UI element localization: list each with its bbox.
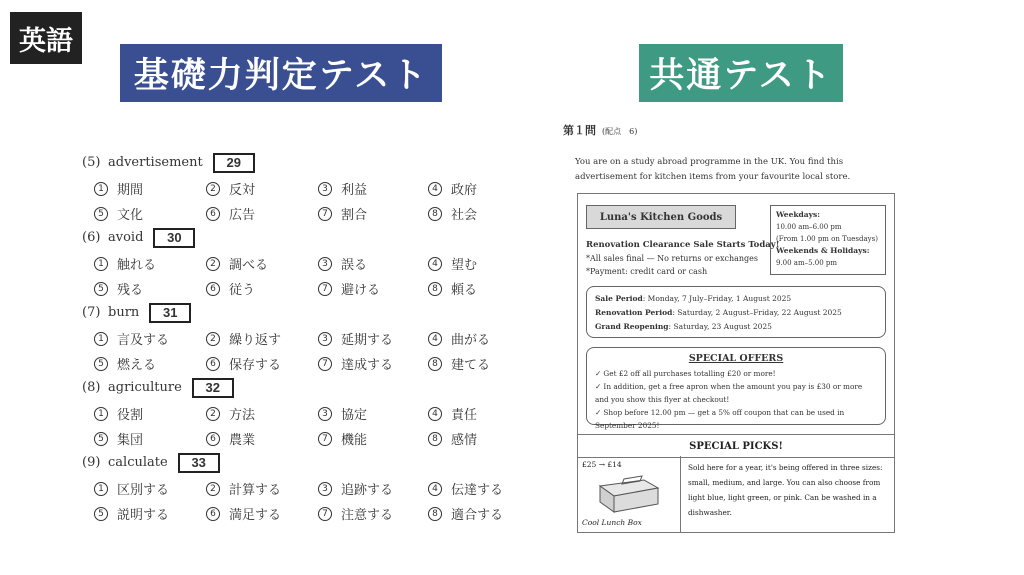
option-text: 従う <box>229 283 256 298</box>
option-text: 燃える <box>117 358 157 373</box>
intro-text: You are on a study abroad programme in the UK. You find this advertisement for kitchen items from your favourite local store. <box>575 157 851 182</box>
subject-label: 英語 <box>10 12 82 64</box>
option-text: 追跡する <box>341 483 394 498</box>
option-text: 望む <box>451 258 478 273</box>
option-choice[interactable] <box>318 404 367 423</box>
renovation-sale-info <box>586 238 779 278</box>
grand-reopening-date: : Saturday, 23 August 2025 <box>668 322 772 331</box>
option-choice[interactable] <box>428 254 477 273</box>
product-description: Sold here for a year, it's being offered in three sizes: small, medium, and large. You can also choose from light blue, light green, or pink. Can be washed in a dishwasher. <box>688 463 883 517</box>
option-choice[interactable] <box>318 479 393 498</box>
product-price: £25 → £14 <box>582 460 622 469</box>
option-text: 触れる <box>117 258 157 273</box>
option-choice[interactable] <box>318 504 393 523</box>
sale-period-dates: : Monday, 7 July–Friday, 1 August 2025 <box>642 294 792 303</box>
option-choice[interactable] <box>206 279 255 298</box>
options-row <box>82 200 532 225</box>
renovation-period-label: Renovation Period <box>595 308 673 317</box>
option-text: 注意する <box>341 508 394 523</box>
option-choice[interactable] <box>318 204 367 223</box>
question-number: (8) <box>82 380 101 395</box>
option-choice[interactable] <box>428 404 477 423</box>
question-row <box>82 225 532 250</box>
offer-item: ✓ Get £2 off all purchases totalling £20 or more! <box>595 369 776 378</box>
offer-item: ✓ In addition, get a free apron when the amount you pay is £30 or more and you show this flyer at checkout! <box>595 382 863 404</box>
option-number: 1 <box>94 407 108 421</box>
options-row <box>82 175 532 200</box>
option-number: 4 <box>428 407 442 421</box>
option-choice[interactable] <box>428 479 503 498</box>
option-choice[interactable] <box>318 354 393 373</box>
option-choice[interactable] <box>318 254 367 273</box>
option-number: 1 <box>94 182 108 196</box>
option-number: 8 <box>428 432 442 446</box>
option-text: 割合 <box>341 208 368 223</box>
weekend-label: Weekends & Holidays: <box>776 246 870 255</box>
option-number: 2 <box>206 257 220 271</box>
answer-box[interactable]: 32 <box>192 378 234 398</box>
option-text: 頼る <box>451 283 478 298</box>
option-choice[interactable] <box>94 329 169 348</box>
option-text: 延期する <box>341 333 394 348</box>
option-number: 5 <box>94 282 108 296</box>
option-text: 言及する <box>117 333 170 348</box>
grand-reopening-label: Grand Reopening <box>595 322 669 331</box>
option-choice[interactable] <box>206 254 268 273</box>
weekend-hours: 9.00 am–5.00 pm <box>776 259 838 267</box>
option-text: 調べる <box>229 258 269 273</box>
option-number: 3 <box>318 482 332 496</box>
option-number: 1 <box>94 257 108 271</box>
question-row <box>82 150 532 175</box>
option-text: 説明する <box>117 508 170 523</box>
option-number: 6 <box>206 282 220 296</box>
option-text: 期間 <box>117 183 144 198</box>
option-choice[interactable] <box>94 404 143 423</box>
option-choice[interactable] <box>428 279 477 298</box>
option-choice[interactable] <box>94 254 156 273</box>
question-number: (9) <box>82 455 101 470</box>
option-choice[interactable] <box>428 179 477 198</box>
option-number: 3 <box>318 332 332 346</box>
renovation-period-dates: : Saturday, 2 August–Friday, 22 August 2025 <box>672 308 842 317</box>
option-number: 3 <box>318 182 332 196</box>
option-choice[interactable] <box>428 429 477 448</box>
option-text: 政府 <box>451 183 478 198</box>
option-number: 1 <box>94 482 108 496</box>
option-number: 7 <box>318 357 332 371</box>
option-number: 2 <box>206 482 220 496</box>
option-choice[interactable] <box>206 179 255 198</box>
option-text: 保存する <box>229 358 282 373</box>
option-choice[interactable] <box>428 504 503 523</box>
tuesday-note: (From 1.00 pm on Tuesdays) <box>776 235 878 243</box>
question-word: burn <box>108 305 140 320</box>
renovation-title: Renovation Clearance Sale Starts Today! <box>586 240 780 250</box>
options-row <box>82 500 532 525</box>
option-text: 残る <box>117 283 144 298</box>
option-number: 4 <box>428 182 442 196</box>
option-choice[interactable] <box>206 404 255 423</box>
options-row <box>82 475 532 500</box>
question-word: advertisement <box>108 155 203 170</box>
options-row <box>82 425 532 450</box>
option-number: 2 <box>206 407 220 421</box>
option-text: 反対 <box>229 183 256 198</box>
weekdays-hours: 10.00 am–6.00 pm <box>776 223 842 231</box>
option-text: 利益 <box>341 183 368 198</box>
option-choice[interactable] <box>94 179 143 198</box>
vocab-test <box>82 150 532 525</box>
points-label: (配点 6) <box>602 127 638 136</box>
question-word: avoid <box>108 230 144 245</box>
option-number: 5 <box>94 357 108 371</box>
payment-note: *Payment: credit card or cash <box>586 267 708 276</box>
option-choice[interactable] <box>94 479 169 498</box>
option-number: 3 <box>318 257 332 271</box>
answer-box[interactable]: 31 <box>149 303 191 323</box>
option-number: 7 <box>318 207 332 221</box>
answer-box[interactable]: 33 <box>178 453 220 473</box>
option-text: 農業 <box>229 433 256 448</box>
option-number: 6 <box>206 207 220 221</box>
options-row <box>82 250 532 275</box>
store-name-ribbon: Luna's Kitchen Goods <box>586 205 736 229</box>
option-number: 2 <box>206 182 220 196</box>
left-title-banner: 基礎力判定テスト <box>120 44 442 102</box>
option-number: 8 <box>428 282 442 296</box>
option-choice[interactable] <box>428 354 490 373</box>
option-choice[interactable] <box>206 504 281 523</box>
option-text: 機能 <box>341 433 368 448</box>
option-number: 8 <box>428 207 442 221</box>
question-number: (5) <box>82 155 101 170</box>
option-choice[interactable] <box>206 429 255 448</box>
option-text: 満足する <box>229 508 282 523</box>
option-choice[interactable] <box>318 179 367 198</box>
option-choice[interactable] <box>206 329 281 348</box>
option-number: 7 <box>318 432 332 446</box>
product-caption: Cool Lunch Box <box>582 518 642 527</box>
question-word: agriculture <box>108 380 182 395</box>
question-number: 第１問 <box>563 124 596 137</box>
option-choice[interactable] <box>206 204 255 223</box>
option-text: 計算する <box>229 483 282 498</box>
option-choice[interactable] <box>206 479 281 498</box>
question-heading <box>563 122 903 138</box>
option-text: 集団 <box>117 433 144 448</box>
question-row <box>82 300 532 325</box>
option-number: 3 <box>318 407 332 421</box>
option-text: 役割 <box>117 408 144 423</box>
option-choice[interactable] <box>428 329 490 348</box>
special-picks-title: SPECIAL PICKS! <box>578 434 894 458</box>
option-text: 伝達する <box>451 483 504 498</box>
question-number: (7) <box>82 305 101 320</box>
option-text: 社会 <box>451 208 478 223</box>
option-text: 文化 <box>117 208 144 223</box>
option-number: 7 <box>318 507 332 521</box>
option-text: 避ける <box>341 283 381 298</box>
opening-hours <box>770 205 886 275</box>
option-number: 6 <box>206 432 220 446</box>
question-number: (6) <box>82 230 101 245</box>
option-text: 方法 <box>229 408 256 423</box>
option-text: 繰り返す <box>229 333 282 348</box>
options-row <box>82 325 532 350</box>
option-text: 達成する <box>341 358 394 373</box>
option-number: 8 <box>428 357 442 371</box>
special-offers-box <box>586 347 886 430</box>
special-offers-title: SPECIAL OFFERS <box>688 353 784 364</box>
options-row <box>82 275 532 300</box>
option-choice[interactable] <box>94 204 143 223</box>
option-choice[interactable] <box>318 279 380 298</box>
question-row <box>82 375 532 400</box>
option-choice[interactable] <box>94 429 143 448</box>
option-number: 8 <box>428 507 442 521</box>
flyer <box>577 193 895 533</box>
answer-box[interactable]: 30 <box>153 228 195 248</box>
option-choice[interactable] <box>94 279 143 298</box>
sale-period-label: Sale Period <box>595 294 643 303</box>
option-choice[interactable] <box>318 329 393 348</box>
option-text: 曲がる <box>451 333 491 348</box>
option-number: 4 <box>428 482 442 496</box>
sales-final-note: *All sales final — No returns or exchanges <box>586 254 759 263</box>
option-text: 責任 <box>451 408 478 423</box>
lunch-box-image <box>594 470 664 516</box>
period-box <box>586 286 886 338</box>
question-row <box>82 450 532 475</box>
answer-box[interactable]: 29 <box>213 153 255 173</box>
option-choice[interactable] <box>206 354 281 373</box>
option-text: 感情 <box>451 433 478 448</box>
option-number: 5 <box>94 432 108 446</box>
product-panel <box>578 456 681 532</box>
option-text: 広告 <box>229 208 256 223</box>
option-text: 誤る <box>341 258 368 273</box>
option-number: 6 <box>206 507 220 521</box>
test-document <box>563 122 903 185</box>
option-choice[interactable] <box>318 429 367 448</box>
options-row <box>82 350 532 375</box>
right-title-banner: 共通テスト <box>639 44 843 102</box>
options-row <box>82 400 532 425</box>
option-choice[interactable] <box>94 504 169 523</box>
question-word: calculate <box>108 455 168 470</box>
option-number: 6 <box>206 357 220 371</box>
option-choice[interactable] <box>428 204 477 223</box>
option-text: 建てる <box>451 358 491 373</box>
option-number: 5 <box>94 507 108 521</box>
option-number: 5 <box>94 207 108 221</box>
option-number: 7 <box>318 282 332 296</box>
option-choice[interactable] <box>94 354 156 373</box>
offer-item: ✓ Shop before 12.00 pm — get a 5% off coupon that can be used in September 2025! <box>595 408 845 430</box>
option-number: 1 <box>94 332 108 346</box>
option-number: 2 <box>206 332 220 346</box>
option-text: 区別する <box>117 483 170 498</box>
option-number: 4 <box>428 257 442 271</box>
option-text: 協定 <box>341 408 368 423</box>
option-text: 適合する <box>451 508 504 523</box>
weekdays-label: Weekdays: <box>776 210 821 219</box>
option-number: 4 <box>428 332 442 346</box>
